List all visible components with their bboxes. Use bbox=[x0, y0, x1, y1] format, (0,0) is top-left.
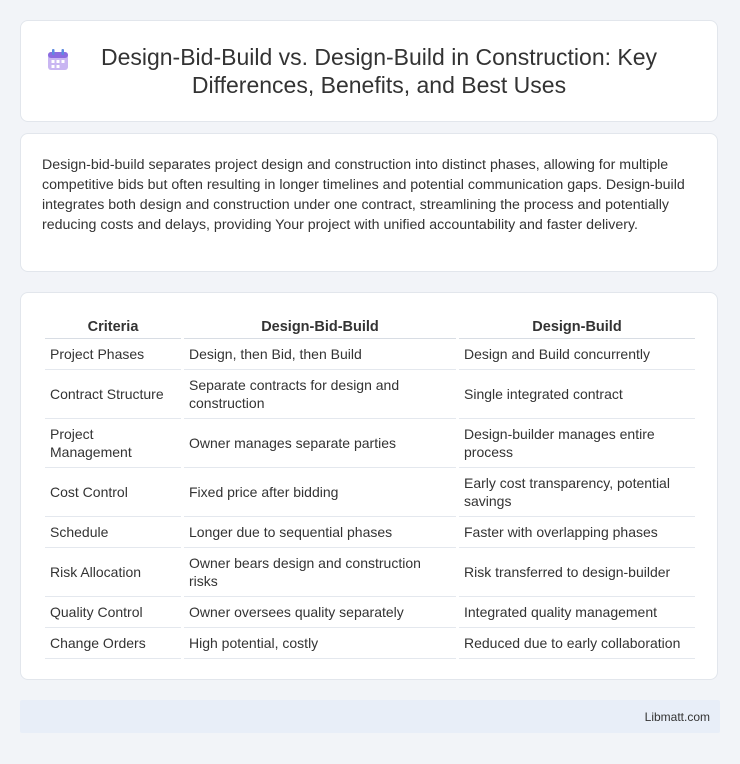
table-cell: Longer due to sequential phases bbox=[184, 517, 456, 548]
table-cell: Early cost transparency, potential savings bbox=[459, 468, 695, 517]
header-design-bid-build: Design-Bid-Build bbox=[184, 314, 456, 339]
summary-card bbox=[20, 133, 718, 272]
table-row bbox=[45, 468, 695, 517]
table-cell: Design and Build concurrently bbox=[459, 339, 695, 370]
table-cell: Faster with overlapping phases bbox=[459, 517, 695, 548]
table-cell: High potential, costly bbox=[184, 628, 456, 659]
table-cell: Single integrated contract bbox=[459, 370, 695, 419]
table-cell: Cost Control bbox=[45, 468, 181, 517]
table-cell: Change Orders bbox=[45, 628, 181, 659]
table-cell: Risk transferred to design-builder bbox=[459, 548, 695, 597]
footer-site-link[interactable]: Libmatt.com bbox=[644, 710, 710, 724]
footer bbox=[20, 700, 720, 733]
table-cell: Design-builder manages entire process bbox=[459, 419, 695, 468]
title-card bbox=[20, 20, 718, 122]
table-cell: Project Phases bbox=[45, 339, 181, 370]
table-cell: Fixed price after bidding bbox=[184, 468, 456, 517]
table-cell: Owner oversees quality separately bbox=[184, 597, 456, 628]
table-row bbox=[45, 370, 695, 419]
table-row bbox=[45, 339, 695, 370]
header-criteria: Criteria bbox=[45, 314, 181, 339]
table-header-row bbox=[45, 314, 695, 339]
header-design-build: Design-Build bbox=[459, 314, 695, 339]
table-cell: Integrated quality management bbox=[459, 597, 695, 628]
table-cell: Schedule bbox=[45, 517, 181, 548]
table-row bbox=[45, 628, 695, 659]
table-row bbox=[45, 517, 695, 548]
table-cell: Owner bears design and construction risks bbox=[184, 548, 456, 597]
table-cell: Separate contracts for design and construction bbox=[184, 370, 456, 419]
table-cell: Risk Allocation bbox=[45, 548, 181, 597]
summary-text: Design-bid-build separates project design and construction into distinct phases, allowing for multiple competitive bids but often resulting in longer timelines and potential communication gaps. Design-build integrates both design and construction under one contract, streamlining the process and potentially reducing costs and delays, providing Your project with unified accountability and faster delivery. bbox=[42, 157, 685, 233]
table-row bbox=[45, 597, 695, 628]
table-cell: Design, then Bid, then Build bbox=[184, 339, 456, 370]
table-cell: Project Management bbox=[45, 419, 181, 468]
table-row bbox=[45, 419, 695, 468]
table-cell: Reduced due to early collaboration bbox=[459, 628, 695, 659]
table-cell: Owner manages separate parties bbox=[184, 419, 456, 468]
comparison-card bbox=[20, 292, 718, 680]
comparison-table bbox=[42, 314, 698, 659]
table-cell: Contract Structure bbox=[45, 370, 181, 419]
page-title: Design-Bid-Build vs. Design-Build in Construction: Key Differences, Benefits, and Best Uses bbox=[100, 44, 658, 98]
table-row bbox=[45, 548, 695, 597]
table-cell: Quality Control bbox=[45, 597, 181, 628]
